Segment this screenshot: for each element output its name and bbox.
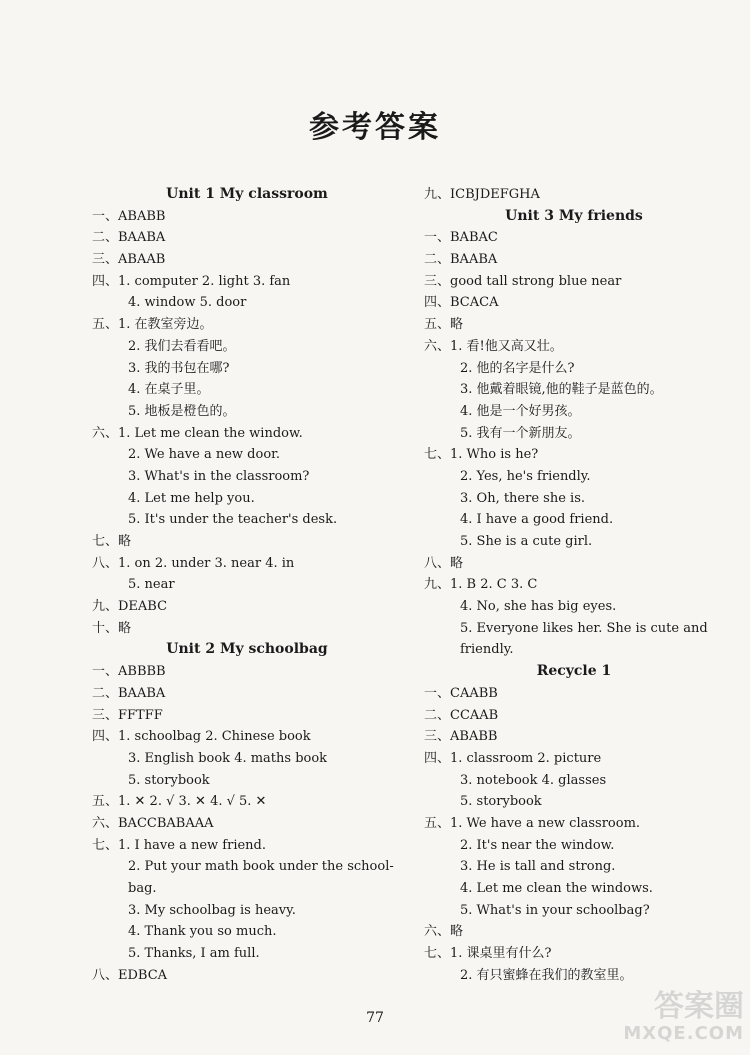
answer-line: 七、1. Who is he?: [424, 447, 539, 463]
answer-line: 4. Let me clean the windows.: [460, 881, 653, 896]
answer-line: 三、FFTFF: [92, 707, 163, 723]
answer-line: 四、1. computer 2. light 3. fan: [92, 273, 291, 289]
answer-line: 八、1. on 2. under 3. near 4. in: [92, 555, 295, 571]
answer-line: 二、BAABA: [92, 230, 166, 246]
watermark-top: 答案圈: [654, 989, 744, 1024]
unit2-heading: Unit 2 My schoolbag: [166, 641, 328, 658]
answer-line: 3. Oh, there she is.: [460, 490, 585, 506]
answer-line: 5. It's under the teacher's desk.: [128, 512, 338, 528]
answer-line: friendly.: [460, 642, 514, 658]
answer-line: 5. storybook: [460, 794, 542, 810]
answer-line: 2. It's near the window.: [460, 837, 615, 853]
answer-line: 六、BACCBABAAA: [92, 815, 214, 831]
answer-line: 4. Let me help you.: [128, 490, 255, 506]
answer-line: 三、ABAAB: [92, 252, 166, 268]
answer-line: 八、略: [424, 555, 464, 571]
watermark-bottom: MXQE.COM: [623, 1023, 744, 1044]
answer-line: 5. near: [128, 577, 175, 593]
answer-line: 4. 在桌子里。: [128, 382, 210, 398]
answer-line: 4. Thank you so much.: [128, 924, 277, 940]
answer-line: 六、1. 看!他又高又壮。: [424, 338, 563, 354]
answer-line: 三、good tall strong blue near: [424, 273, 622, 289]
answer-line: 九、ICBJDEFGHA: [424, 187, 540, 202]
left-column: [92, 184, 402, 986]
answer-line: 一、ABABB: [92, 208, 166, 224]
answer-line: 5. 我有一个新朋友。: [460, 425, 581, 441]
answer-line: 4. I have a good friend.: [460, 512, 614, 528]
answer-line: 二、BAABA: [92, 685, 166, 701]
answer-line: 5. 地板是橙色的。: [128, 403, 236, 419]
answer-line: 六、1. Let me clean the window.: [92, 425, 303, 441]
answer-line: 三、ABABB: [424, 729, 498, 745]
answer-line: 七、略: [92, 534, 132, 549]
answer-line: 九、DEABC: [92, 599, 168, 615]
answer-line: 3. He is tall and strong.: [460, 859, 616, 875]
answer-line: 2. 我们去看看吧。: [128, 338, 236, 354]
answer-line: 五、略: [424, 317, 464, 333]
answer-line: 5. She is a cute girl.: [460, 534, 593, 549]
answer-line: 5. Thanks, I am full.: [128, 946, 260, 962]
answer-line: 5. Everyone likes her. She is cute and: [460, 620, 708, 636]
answer-line: 3. 我的书包在哪?: [128, 360, 230, 376]
answer-line: 一、ABBBB: [92, 664, 166, 680]
answer-line: 一、BABAC: [424, 230, 498, 246]
page-title: 参考答案: [309, 110, 441, 145]
answer-line: 六、略: [424, 924, 464, 940]
answer-line: 4. No, she has big eyes.: [460, 599, 617, 615]
unit3-heading: Unit 3 My friends: [505, 207, 643, 224]
answer-line: 七、1. 课桌里有什么?: [424, 946, 552, 962]
page-number: 77: [366, 1010, 384, 1026]
watermark-logo: [594, 991, 744, 1051]
answer-line: 2. Put your math book under the school-: [128, 859, 394, 875]
answer-line: 十、略: [92, 620, 132, 636]
answer-line: 二、BAABA: [424, 252, 498, 268]
answer-line: 3. What's in the classroom?: [128, 468, 310, 484]
answer-line: 八、EDBCA: [92, 967, 168, 983]
answer-line: 五、1. 在教室旁边。: [92, 317, 213, 333]
answer-line: 3. notebook 4. glasses: [460, 772, 607, 788]
answer-line: 4. window 5. door: [128, 295, 247, 311]
answer-line: 3. My schoolbag is heavy.: [128, 902, 296, 918]
answer-line: 2. Yes, he's friendly.: [460, 468, 591, 484]
answer-line: 3. English book 4. maths book: [128, 750, 328, 766]
answer-line: 七、1. I have a new friend.: [92, 837, 267, 853]
answer-line: 一、CAABB: [424, 685, 498, 701]
answer-line: 五、1. We have a new classroom.: [424, 815, 641, 831]
answer-line: 二、CCAAB: [424, 707, 499, 723]
answer-line: 5. storybook: [128, 772, 210, 788]
answer-line: 2. 有只蜜蜂在我们的教室里。: [460, 967, 633, 983]
answer-line: 4. 他是一个好男孩。: [460, 403, 581, 419]
right-column: [424, 184, 724, 986]
answer-line: 2. 他的名字是什么?: [460, 360, 575, 376]
answer-line: 九、1. B 2. C 3. C: [424, 577, 538, 593]
answer-line: 五、1. ✕ 2. √ 3. ✕ 4. √ 5. ✕: [92, 794, 267, 810]
answer-line: 四、1. classroom 2. picture: [424, 750, 602, 766]
answer-line: 5. What's in your schoolbag?: [460, 902, 650, 918]
answer-line: 2. We have a new door.: [128, 447, 281, 463]
recycle1-heading: Recycle 1: [536, 663, 612, 680]
answer-line: 3. 他戴着眼镜,他的鞋子是蓝色的。: [460, 382, 663, 398]
answer-line: 四、BCACA: [424, 295, 499, 311]
unit1-heading: Unit 1 My classroom: [166, 186, 328, 202]
answer-line: bag.: [128, 881, 157, 896]
answer-line: 四、1. schoolbag 2. Chinese book: [92, 729, 311, 745]
